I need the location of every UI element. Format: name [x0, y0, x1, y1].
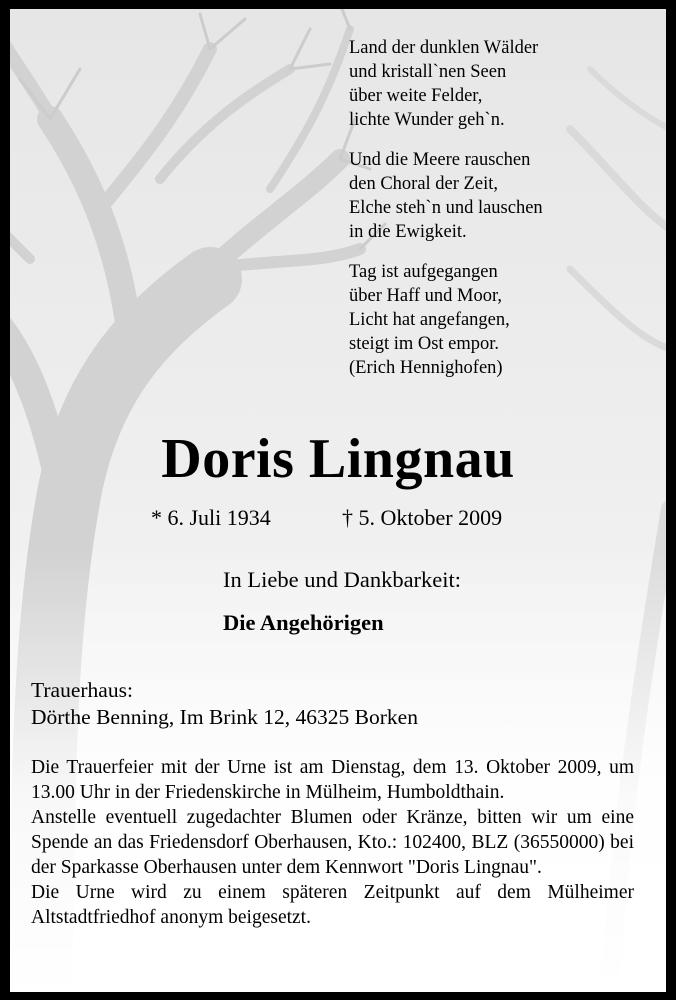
poem-stanza-3: [349, 260, 649, 380]
poem-line: steigt im Ost empor.: [349, 334, 500, 354]
poem-line: über Haff und Moor,: [349, 286, 503, 306]
funeral-information: [31, 755, 634, 930]
poem-line: und kristall`nen Seen: [349, 62, 507, 82]
poem-author: (Erich Hennighofen): [349, 358, 503, 378]
poem-stanza-1: [349, 36, 649, 132]
deceased-name: Doris Lingnau: [161, 428, 515, 490]
poem-line: lichte Wunder geh`n.: [349, 110, 505, 130]
poem-line: Elche steh`n und lauschen: [349, 198, 543, 218]
poem-stanza-2: [349, 148, 649, 244]
poem-line: über weite Felder,: [349, 86, 483, 106]
mourners-signature: Die Angehörigen: [223, 610, 384, 635]
info-paragraph: Die Trauerfeier mit der Urne ist am Dienstag, dem 13. Oktober 2009, um 13.00 Uhr in der Friedenskirche in Mülheim, Humboldthain.: [31, 757, 634, 803]
poem-line: Land der dunklen Wälder: [349, 38, 539, 58]
poem-line: in die Ewigkeit.: [349, 222, 467, 242]
poem-line: den Choral der Zeit,: [349, 174, 498, 194]
death-date: † 5. Oktober 2009: [342, 505, 503, 530]
trauerhaus-label: Trauerhaus:: [31, 678, 133, 702]
trauerhaus-address: Dörthe Benning, Im Brink 12, 46325 Borken: [31, 705, 418, 729]
info-paragraph: Anstelle eventuell zugedachter Blumen oder Kränze, bitten wir um eine Spende an das Friedensdorf Oberhausen, Kto.: 102400, BLZ (36550000) bei der Sparkasse Oberhausen unter dem Kennwort "Doris Lingnau".: [31, 807, 634, 878]
birth-date: * 6. Juli 1934: [151, 505, 271, 530]
info-paragraph: Die Urne wird zu einem späteren Zeitpunkt auf dem Mülheimer Altstadtfriedhof anonym beigesetzt.: [31, 882, 634, 928]
poem-line: Tag ist aufgegangen: [349, 262, 498, 282]
poem-line: Licht hat angefangen,: [349, 310, 510, 330]
dedication-phrase: In Liebe und Dankbarkeit:: [223, 567, 462, 592]
obituary-notice: [10, 9, 666, 992]
poem-line: Und die Meere rauschen: [349, 150, 531, 170]
